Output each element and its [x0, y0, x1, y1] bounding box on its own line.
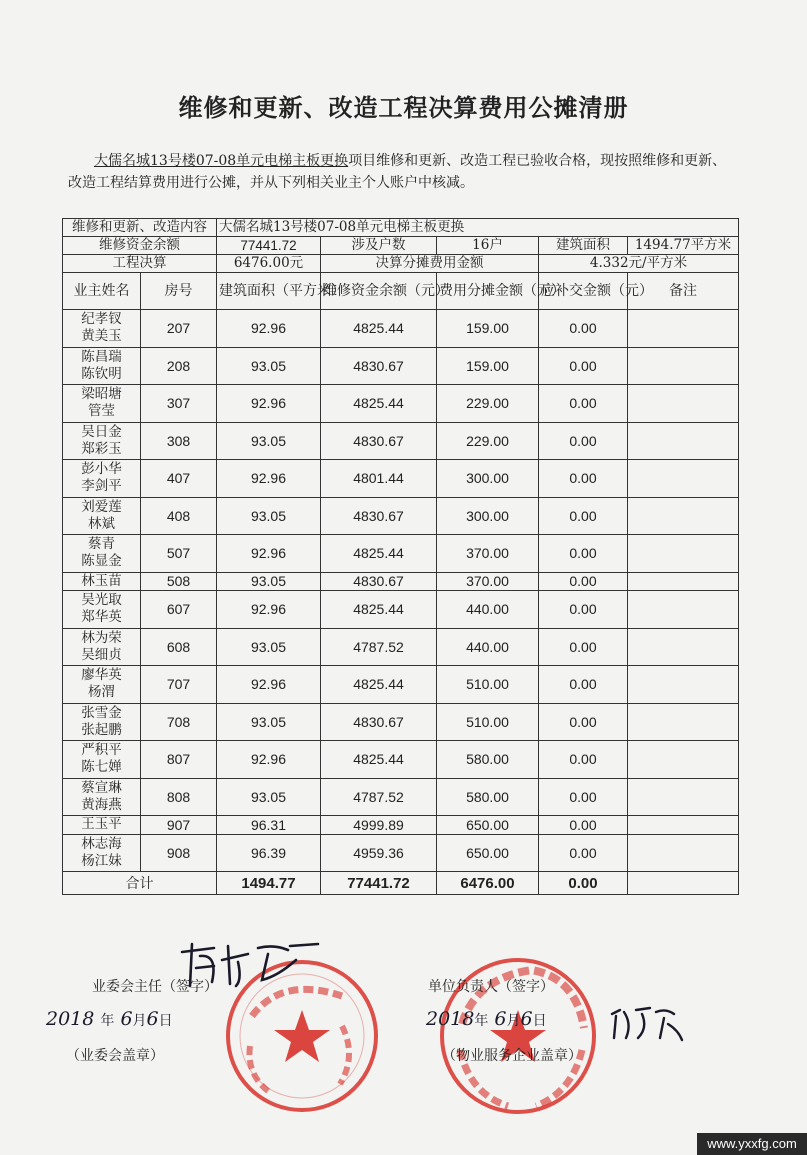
col-room: 房号 — [141, 273, 217, 310]
year-char: 年 — [100, 1013, 115, 1029]
room-number: 608 — [141, 628, 217, 666]
total-row — [63, 872, 739, 895]
table-row — [63, 460, 739, 498]
allocation-value: 4.332元/平方米 — [539, 255, 739, 273]
building-area: 92.96 — [217, 385, 321, 423]
total-share: 6476.00 — [437, 872, 539, 895]
owner-name — [63, 816, 141, 835]
fund-balance: 4830.67 — [321, 347, 437, 385]
committee-seal-label: （业委会盖章） — [66, 1048, 164, 1064]
owner-name-2: 杨江妹 — [81, 852, 122, 869]
allocation-table — [62, 218, 739, 895]
owner-name — [63, 628, 141, 666]
share-amount: 159.00 — [437, 310, 539, 348]
building-area: 93.05 — [217, 497, 321, 535]
table-row — [63, 422, 739, 460]
owner-name-1: 张雪金 — [81, 704, 122, 721]
owner-name — [63, 535, 141, 573]
remark — [628, 347, 739, 385]
fund-balance: 4825.44 — [321, 385, 437, 423]
table-row — [63, 385, 739, 423]
remark — [628, 460, 739, 498]
owner-name-1: 蔡青 — [88, 536, 115, 553]
share-amount: 650.00 — [437, 834, 539, 872]
table-row — [63, 816, 739, 835]
households-value: 16户 — [437, 237, 539, 255]
room-number: 807 — [141, 741, 217, 779]
fund-balance: 4787.52 — [321, 778, 437, 816]
share-amount: 510.00 — [437, 666, 539, 704]
col-share: 费用分摊金额（元） — [437, 273, 539, 310]
intro-project-name: 大儒名城13号楼07-08单元电梯主板更换 — [94, 153, 349, 169]
owner-name-2: 林斌 — [88, 515, 115, 532]
area-label: 建筑面积 — [539, 237, 628, 255]
building-area: 92.96 — [217, 460, 321, 498]
committee-date — [46, 1008, 173, 1030]
balance-label: 维修资金余额 — [63, 237, 217, 255]
owner-name-2: 黄美玉 — [81, 328, 122, 345]
balance-value: 77441.72 — [217, 237, 321, 255]
building-area: 93.05 — [217, 703, 321, 741]
share-amount: 370.00 — [437, 535, 539, 573]
owner-name-1: 林为荣 — [81, 629, 122, 646]
share-amount: 229.00 — [437, 422, 539, 460]
content-value: 大儒名城13号楼07-08单元电梯主板更换 — [217, 219, 739, 237]
unit-date-month: 6 — [494, 1008, 507, 1030]
table-row — [63, 572, 739, 591]
remark — [628, 778, 739, 816]
fund-balance: 4825.44 — [321, 666, 437, 704]
total-area: 1494.77 — [217, 872, 321, 895]
supplement-amount: 0.00 — [539, 497, 628, 535]
building-area: 93.05 — [217, 422, 321, 460]
month-char: 月 — [132, 1013, 147, 1029]
room-number: 307 — [141, 385, 217, 423]
room-number: 707 — [141, 666, 217, 704]
fund-balance: 4801.44 — [321, 460, 437, 498]
watermark: www.yxxfg.com — [697, 1133, 807, 1155]
owner-name-1: 林志海 — [81, 835, 122, 852]
summary-row-content — [63, 219, 739, 237]
table-row — [63, 778, 739, 816]
table-row — [63, 741, 739, 779]
owner-name — [63, 703, 141, 741]
committee-date-month: 6 — [120, 1008, 133, 1030]
allocation-label: 决算分摊费用金额 — [321, 255, 539, 273]
share-amount: 370.00 — [437, 572, 539, 591]
table-row — [63, 703, 739, 741]
room-number: 408 — [141, 497, 217, 535]
col-remark: 备注 — [628, 273, 739, 310]
table-row — [63, 628, 739, 666]
committee-date-year: 2018 — [46, 1008, 95, 1030]
day-char: 日 — [532, 1013, 547, 1029]
owner-name — [63, 347, 141, 385]
owner-name-2: 张起鹏 — [81, 721, 122, 738]
room-number: 207 — [141, 310, 217, 348]
supplement-amount: 0.00 — [539, 385, 628, 423]
settlement-label: 工程决算 — [63, 255, 217, 273]
owner-name — [63, 422, 141, 460]
fund-balance: 4959.36 — [321, 834, 437, 872]
building-area: 92.96 — [217, 310, 321, 348]
supplement-amount: 0.00 — [539, 535, 628, 573]
total-label: 合计 — [63, 872, 217, 895]
owner-name-1: 彭小华 — [81, 461, 122, 478]
total-supplement: 0.00 — [539, 872, 628, 895]
owner-name-2: 陈七婵 — [81, 759, 122, 776]
col-balance: 维修资金余额（元） — [321, 273, 437, 310]
building-area: 93.05 — [217, 628, 321, 666]
owner-name-1: 梁昭塘 — [81, 386, 122, 403]
share-amount: 580.00 — [437, 778, 539, 816]
owner-name — [63, 666, 141, 704]
supplement-amount: 0.00 — [539, 741, 628, 779]
col-supplement: 应补交金额（元） — [539, 273, 628, 310]
table-row — [63, 347, 739, 385]
owner-name — [63, 834, 141, 872]
page-title: 维修和更新、改造工程决算费用公摊清册 — [178, 93, 629, 122]
unit-date-day: 6 — [520, 1008, 533, 1030]
room-number: 907 — [141, 816, 217, 835]
supplement-amount: 0.00 — [539, 310, 628, 348]
owner-name-2: 杨渭 — [88, 684, 115, 701]
share-amount: 650.00 — [437, 816, 539, 835]
remark — [628, 628, 739, 666]
owner-name-1: 吴日金 — [81, 423, 122, 440]
owner-name — [63, 385, 141, 423]
fund-balance: 4830.67 — [321, 422, 437, 460]
supplement-amount: 0.00 — [539, 628, 628, 666]
owner-name-1: 严积平 — [81, 742, 122, 759]
fund-balance: 4830.67 — [321, 497, 437, 535]
fund-balance: 4825.44 — [321, 310, 437, 348]
owner-name-2: 李剑平 — [81, 478, 122, 495]
owner-name-2: 管莹 — [88, 403, 115, 420]
building-area: 96.39 — [217, 834, 321, 872]
intro-paragraph — [68, 150, 740, 194]
owner-name-2: 陈显金 — [81, 553, 122, 570]
unit-date-year: 2018 — [426, 1008, 475, 1030]
room-number: 908 — [141, 834, 217, 872]
total-balance: 77441.72 — [321, 872, 437, 895]
supplement-amount: 0.00 — [539, 666, 628, 704]
owner-name — [63, 572, 141, 591]
building-area: 92.96 — [217, 591, 321, 629]
room-number: 308 — [141, 422, 217, 460]
share-amount: 440.00 — [437, 591, 539, 629]
building-area: 96.31 — [217, 816, 321, 835]
fund-balance: 4830.67 — [321, 572, 437, 591]
owner-name-1: 林玉苗 — [81, 572, 122, 589]
signature-area — [0, 940, 807, 1155]
column-header-row — [63, 273, 739, 310]
remark — [628, 572, 739, 591]
owner-name-2: 郑华英 — [81, 609, 122, 626]
remark — [628, 422, 739, 460]
settlement-value: 6476.00元 — [217, 255, 321, 273]
remark — [628, 741, 739, 779]
owner-name-1: 陈昌瑞 — [81, 348, 122, 365]
total-remark — [628, 872, 739, 895]
building-area: 92.96 — [217, 741, 321, 779]
share-amount: 159.00 — [437, 347, 539, 385]
col-area: 建筑面积（平方米） — [217, 273, 321, 310]
month-char: 月 — [506, 1013, 521, 1029]
remark — [628, 385, 739, 423]
owner-name-2: 陈钦明 — [81, 365, 122, 382]
room-number: 808 — [141, 778, 217, 816]
remark — [628, 834, 739, 872]
room-number: 508 — [141, 572, 217, 591]
fund-balance: 4825.44 — [321, 591, 437, 629]
remark — [628, 666, 739, 704]
owner-name-2: 黄海燕 — [81, 796, 122, 813]
fund-balance: 4830.67 — [321, 703, 437, 741]
fund-balance: 4787.52 — [321, 628, 437, 666]
share-amount: 510.00 — [437, 703, 539, 741]
remark — [628, 310, 739, 348]
supplement-amount: 0.00 — [539, 703, 628, 741]
owner-name — [63, 460, 141, 498]
content-label: 维修和更新、改造内容 — [63, 219, 217, 237]
share-amount: 580.00 — [437, 741, 539, 779]
owner-name-1: 纪孝钗 — [81, 311, 122, 328]
owner-name-1: 蔡宣琳 — [81, 779, 122, 796]
committee-date-day: 6 — [146, 1008, 159, 1030]
supplement-amount: 0.00 — [539, 834, 628, 872]
year-char: 年 — [474, 1013, 489, 1029]
fund-balance: 4999.89 — [321, 816, 437, 835]
unit-date — [426, 1008, 547, 1030]
share-amount: 300.00 — [437, 460, 539, 498]
remark — [628, 535, 739, 573]
owner-name-1: 吴光取 — [81, 592, 122, 609]
col-owner: 业主姓名 — [63, 273, 141, 310]
room-number: 407 — [141, 460, 217, 498]
share-amount: 300.00 — [437, 497, 539, 535]
supplement-amount: 0.00 — [539, 816, 628, 835]
building-area: 93.05 — [217, 778, 321, 816]
table-row — [63, 497, 739, 535]
owner-name-2: 郑彩玉 — [81, 440, 122, 457]
area-value: 1494.77平方米 — [628, 237, 739, 255]
supplement-amount: 0.00 — [539, 572, 628, 591]
unit-signature-icon — [606, 1004, 686, 1044]
table-row — [63, 834, 739, 872]
building-area: 93.05 — [217, 347, 321, 385]
fund-balance: 4825.44 — [321, 535, 437, 573]
owner-name-2: 吴细贞 — [81, 646, 122, 663]
share-amount: 440.00 — [437, 628, 539, 666]
unit-sign-label: 单位负责人（签字） — [428, 979, 554, 995]
owner-name — [63, 778, 141, 816]
share-amount: 229.00 — [437, 385, 539, 423]
supplement-amount: 0.00 — [539, 460, 628, 498]
remark — [628, 591, 739, 629]
table-row — [63, 535, 739, 573]
supplement-amount: 0.00 — [539, 591, 628, 629]
room-number: 708 — [141, 703, 217, 741]
intro-text: 项目维修和更新、改造工程已验收合格，现按照维修和更新、改造工程结算费用进行公摊，并从下列相关业主个人账户中核减。 — [68, 153, 727, 191]
building-area: 92.96 — [217, 535, 321, 573]
summary-row-balance — [63, 237, 739, 255]
committee-sign-label: 业委会主任（签字） — [92, 979, 218, 995]
summary-row-settlement — [63, 255, 739, 273]
households-label: 涉及户数 — [321, 237, 437, 255]
unit-seal-label: （物业服务企业盖章） — [442, 1048, 582, 1064]
fund-balance: 4825.44 — [321, 741, 437, 779]
committee-signature-icon — [178, 940, 328, 990]
room-number: 507 — [141, 535, 217, 573]
remark — [628, 703, 739, 741]
remark — [628, 497, 739, 535]
day-char: 日 — [158, 1013, 173, 1029]
supplement-amount: 0.00 — [539, 778, 628, 816]
owner-name — [63, 591, 141, 629]
room-number: 607 — [141, 591, 217, 629]
table-row — [63, 591, 739, 629]
remark — [628, 816, 739, 835]
table-row — [63, 310, 739, 348]
supplement-amount: 0.00 — [539, 347, 628, 385]
owner-name-1: 王玉平 — [81, 816, 122, 833]
table-rows — [63, 310, 739, 872]
building-area: 92.96 — [217, 666, 321, 704]
owner-name-1: 刘爱莲 — [81, 498, 122, 515]
owner-name-1: 廖华英 — [81, 667, 122, 684]
owner-name — [63, 741, 141, 779]
table-row — [63, 666, 739, 704]
owner-name — [63, 497, 141, 535]
building-area: 93.05 — [217, 572, 321, 591]
supplement-amount: 0.00 — [539, 422, 628, 460]
owner-name — [63, 310, 141, 348]
room-number: 208 — [141, 347, 217, 385]
